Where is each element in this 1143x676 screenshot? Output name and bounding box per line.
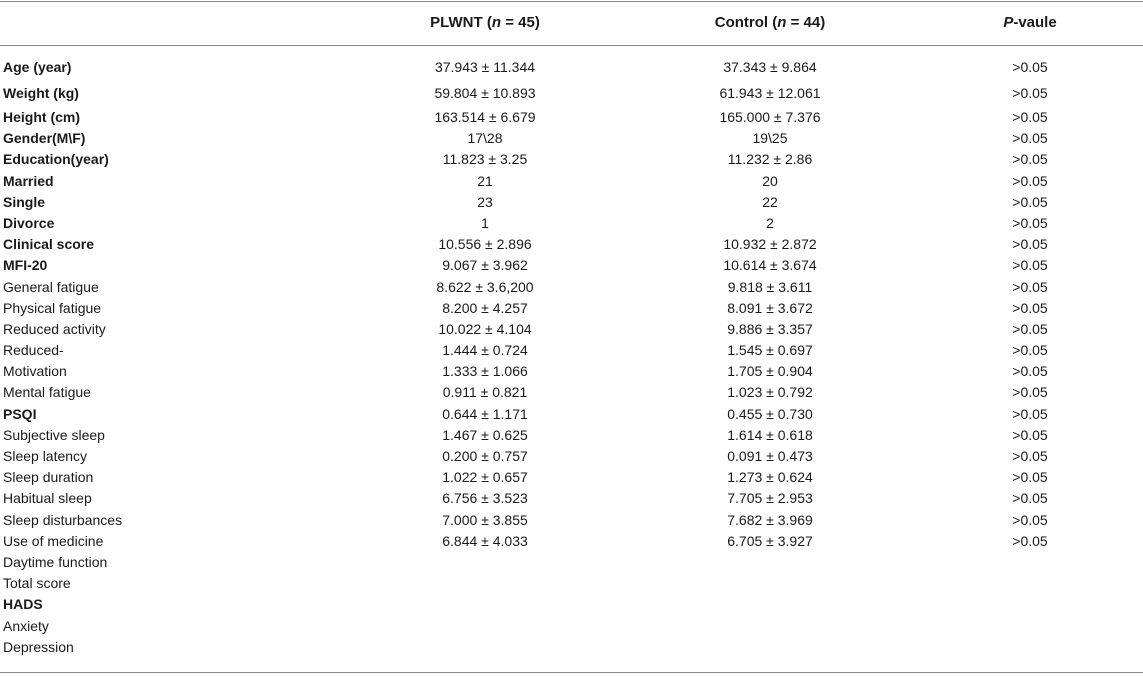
cell-plwnt: 21 [477, 172, 493, 189]
cell-p-value: >0.05 [1012, 448, 1048, 464]
cell-plwnt: 7.000 ± 3.855 [442, 511, 528, 528]
row-label: Sleep disturbances [3, 511, 123, 528]
cell-control: 7.682 ± 3.969 [727, 511, 813, 528]
table-row [0, 234, 1143, 255]
header-p-value [940, 13, 1120, 32]
table-row [0, 510, 1143, 531]
cell-control: 6.705 ± 3.927 [727, 532, 813, 549]
cell-p-value: >0.05 [1012, 469, 1048, 486]
cell-p-value: >0.05 [1012, 172, 1048, 189]
cell-control: 19\25 [752, 130, 788, 147]
cell-plwnt: 1.333 ± 1.066 [442, 363, 528, 380]
row-label: Sleep latency [3, 448, 88, 464]
cell-plwnt: 1.444 ± 0.724 [442, 342, 528, 359]
cell-plwnt: 59.804 ± 10.893 [434, 84, 536, 101]
table-row [0, 404, 1143, 425]
cell-p-value: >0.05 [1012, 511, 1048, 528]
table-row [0, 340, 1143, 361]
cell-plwnt: 6.756 ± 3.523 [442, 490, 528, 507]
row-label: Reduced- [3, 342, 64, 359]
row-label: Married [3, 172, 54, 189]
cell-p-value: >0.05 [1012, 532, 1048, 549]
cell-plwnt: 11.823 ± 3.25 [442, 151, 528, 168]
cell-p-value: >0.05 [1012, 490, 1048, 507]
cell-p-value: >0.05 [1012, 59, 1048, 75]
header-control-name: Control [714, 14, 769, 31]
row-label: Daytime function [3, 553, 108, 570]
row-label: Total score [3, 575, 71, 592]
table-bottom-rule [0, 672, 1143, 673]
table-row [0, 446, 1143, 467]
table-row [0, 552, 1143, 573]
cell-control: 10.932 ± 2.872 [723, 236, 817, 253]
table-row [0, 573, 1143, 594]
cell-plwnt: 23 [477, 193, 493, 210]
row-label: Age (year) [3, 59, 72, 75]
cell-p-value: >0.05 [1012, 214, 1048, 231]
row-label: Use of medicine [3, 532, 104, 549]
header-p-rest: -vaule [1013, 14, 1057, 31]
cell-control: 61.943 ± 12.061 [719, 84, 821, 101]
table-row [0, 56, 1143, 82]
table-row [0, 616, 1143, 637]
table-row [0, 107, 1143, 128]
header-control-n-symbol: n [777, 14, 787, 31]
cell-plwnt: 1.467 ± 0.625 [442, 426, 528, 443]
cell-plwnt: 10.022 ± 4.104 [438, 320, 532, 337]
table-row [0, 171, 1143, 192]
cell-plwnt: 1.022 ± 0.657 [442, 469, 528, 486]
cell-control: 22 [762, 193, 778, 210]
header-plwnt: PLWNT (n = 45) [430, 14, 540, 31]
row-label: Weight (kg) [3, 84, 79, 101]
cell-control: 1.545 ± 0.697 [727, 342, 813, 359]
table-row [0, 382, 1143, 403]
table-row [0, 192, 1143, 213]
cell-plwnt: 0.200 ± 0.757 [442, 448, 528, 464]
table-row [0, 488, 1143, 509]
table-row [0, 319, 1143, 340]
row-label: Depression [3, 638, 74, 655]
table-row [0, 425, 1143, 446]
row-label: Height (cm) [3, 109, 80, 125]
header-plwnt-n-value: = 45 [505, 14, 535, 31]
table-row [0, 82, 1143, 108]
cell-p-value: >0.05 [1012, 405, 1048, 422]
row-label: Gender(M\F) [3, 130, 86, 147]
cell-plwnt: 17\28 [467, 130, 503, 147]
row-label: Single [3, 193, 46, 210]
row-label: Sleep duration [3, 469, 94, 486]
cell-plwnt: 10.556 ± 2.896 [438, 236, 532, 253]
header-plwnt-name: PLWNT [430, 14, 483, 31]
cell-control: 11.232 ± 2.86 [727, 151, 813, 168]
row-label: Motivation [3, 363, 67, 380]
header-control-n-value: = 44 [790, 14, 821, 31]
cell-control: 8.091 ± 3.672 [727, 299, 813, 316]
cell-p-value: >0.05 [1012, 193, 1048, 210]
table-row [0, 255, 1143, 276]
row-label: Subjective sleep [3, 426, 105, 443]
cell-control: 0.455 ± 0.730 [727, 405, 813, 422]
cell-p-value: >0.05 [1012, 151, 1048, 168]
row-label: PSQI [3, 405, 37, 422]
table-row [0, 149, 1143, 170]
table-row [0, 277, 1143, 298]
cell-control: 7.705 ± 2.953 [727, 490, 813, 507]
table-row [0, 531, 1143, 552]
row-label: Habitual sleep [3, 490, 92, 507]
cell-plwnt: 0.644 ± 1.171 [442, 405, 528, 422]
table-header [0, 0, 1143, 45]
cell-p-value: >0.05 [1012, 84, 1048, 101]
cell-p-value: >0.05 [1012, 342, 1048, 359]
header-p-symbol: P [1003, 14, 1014, 31]
table-row [0, 361, 1143, 382]
cell-control: 9.886 ± 3.357 [727, 320, 813, 337]
cell-p-value: >0.05 [1012, 109, 1048, 125]
table-header-rule [0, 45, 1143, 46]
table-row [0, 298, 1143, 319]
table-row [0, 594, 1143, 615]
cell-plwnt: 163.514 ± 6.679 [434, 109, 536, 125]
row-label: Anxiety [3, 617, 49, 634]
row-label: MFI-20 [3, 257, 48, 274]
row-label: General fatigue [3, 278, 99, 295]
table-row [0, 467, 1143, 488]
cell-control: 20 [762, 172, 778, 189]
table-row [0, 213, 1143, 234]
cell-control: 37.343 ± 9.864 [723, 59, 817, 75]
table-body [0, 56, 1143, 658]
table-row [0, 128, 1143, 149]
cell-control: 1.705 ± 0.904 [727, 363, 813, 380]
cell-control: 165.000 ± 7.376 [719, 109, 821, 125]
cell-plwnt: 6.844 ± 4.033 [442, 532, 528, 549]
cell-control: 2 [766, 214, 774, 231]
cell-p-value: >0.05 [1012, 299, 1048, 316]
table-row [0, 637, 1143, 658]
cell-plwnt: 1 [481, 214, 489, 231]
cell-p-value: >0.05 [1012, 236, 1048, 253]
cell-control: 1.273 ± 0.624 [727, 469, 813, 486]
header-control: Control (n = 44) [714, 14, 826, 31]
header-plwnt-n-symbol: n [491, 14, 502, 31]
row-label: Divorce [3, 214, 55, 231]
cell-plwnt: 8.622 ± 3.6,200 [436, 278, 534, 295]
cell-control: 9.818 ± 3.611 [727, 278, 813, 295]
cell-p-value: >0.05 [1012, 257, 1048, 274]
cell-p-value: >0.05 [1012, 384, 1048, 401]
row-label: Clinical score [3, 236, 95, 253]
row-label: Physical fatigue [3, 299, 102, 316]
row-label: Education(year) [3, 151, 109, 168]
cell-p-value: >0.05 [1012, 320, 1048, 337]
row-label: Mental fatigue [3, 384, 91, 401]
cell-p-value: >0.05 [1012, 130, 1048, 147]
cell-plwnt: 37.943 ± 11.344 [434, 59, 536, 75]
cell-p-value: >0.05 [1012, 278, 1048, 295]
cell-control: 1.023 ± 0.792 [727, 384, 813, 401]
row-label: HADS [3, 596, 43, 613]
cell-control: 10.614 ± 3.674 [723, 257, 817, 274]
row-label: Reduced activity [3, 320, 106, 337]
cell-p-value: >0.05 [1012, 363, 1048, 380]
cell-p-value: >0.05 [1012, 426, 1048, 443]
cell-plwnt: 9.067 ± 3.962 [442, 257, 528, 274]
cell-plwnt: 0.911 ± 0.821 [442, 384, 528, 401]
cell-control: 1.614 ± 0.618 [727, 426, 813, 443]
cell-plwnt: 8.200 ± 4.257 [442, 299, 528, 316]
cell-control: 0.091 ± 0.473 [727, 448, 813, 464]
